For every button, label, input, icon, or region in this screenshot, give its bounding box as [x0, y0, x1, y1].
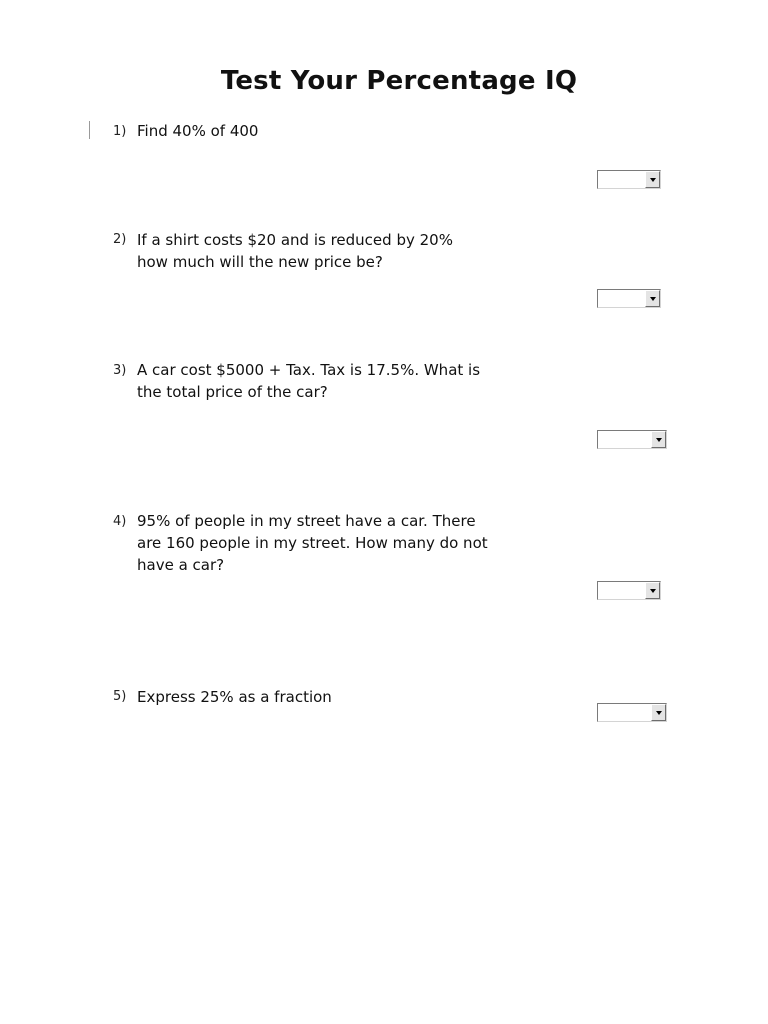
question-line: A car cost $5000 + Tax. Tax is 17.5%. What is	[137, 361, 481, 379]
question-text	[137, 686, 522, 708]
dropdown-button[interactable]	[651, 704, 666, 721]
question-line: are 160 people in my street. How many do not	[137, 534, 488, 552]
question-line: Express 25% as a fraction	[137, 688, 332, 706]
text-cursor	[89, 121, 90, 139]
dropdown-button[interactable]	[645, 582, 660, 599]
chevron-down-icon	[650, 178, 656, 182]
chevron-down-icon	[656, 711, 662, 715]
answer-dropdown-5[interactable]	[597, 703, 667, 722]
answer-dropdown-3[interactable]	[597, 430, 667, 449]
dropdown-button[interactable]	[645, 171, 660, 188]
answer-dropdown-4[interactable]	[597, 581, 661, 600]
question-number: 1)	[113, 124, 127, 139]
question-line: have a car?	[137, 556, 225, 574]
chevron-down-icon	[650, 297, 656, 301]
question-number: 4)	[113, 514, 127, 529]
answer-dropdown-1[interactable]	[597, 170, 661, 189]
question-number: 2)	[113, 232, 127, 247]
question-number: 5)	[113, 689, 127, 704]
question-text	[137, 229, 522, 273]
question-number: 3)	[113, 363, 127, 378]
page-title: Test Your Percentage IQ	[220, 66, 578, 96]
dropdown-button[interactable]	[645, 290, 660, 307]
question-text	[137, 359, 522, 403]
question-text	[137, 120, 522, 142]
chevron-down-icon	[650, 589, 656, 593]
question-text	[137, 510, 522, 576]
chevron-down-icon	[656, 438, 662, 442]
question-line: how much will the new price be?	[137, 253, 383, 271]
dropdown-button[interactable]	[651, 431, 666, 448]
answer-dropdown-2[interactable]	[597, 289, 661, 308]
question-line: 95% of people in my street have a car. There	[137, 512, 476, 530]
question-line: the total price of the car?	[137, 383, 328, 401]
question-line: Find 40% of 400	[137, 122, 259, 140]
question-line: If a shirt costs $20 and is reduced by 20%	[137, 231, 453, 249]
